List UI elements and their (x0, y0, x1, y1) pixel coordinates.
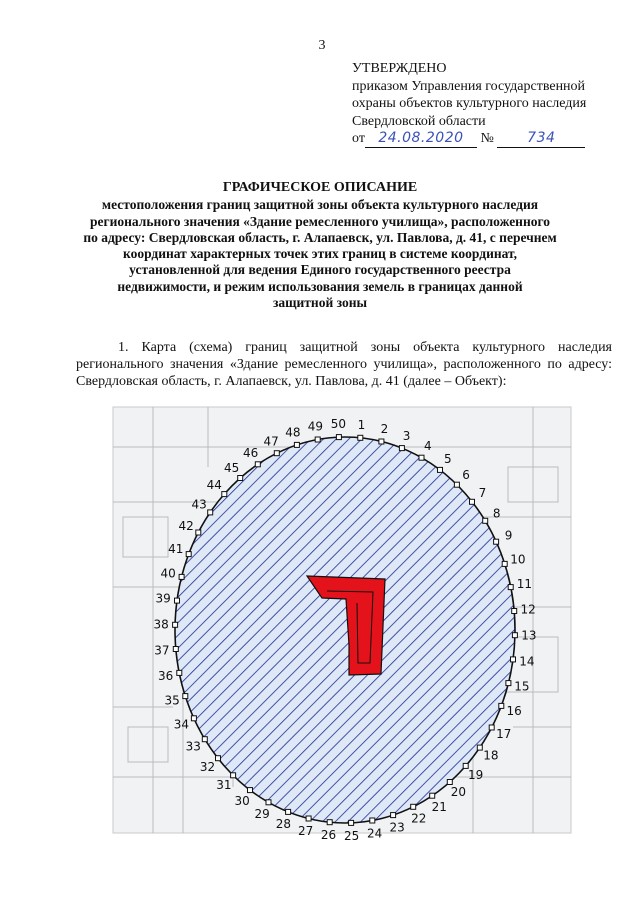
boundary-point-label: 19 (468, 768, 484, 782)
boundary-point-marker (266, 800, 271, 805)
boundary-point-marker (179, 574, 184, 579)
handwritten-date: 24.08.2020 (378, 130, 464, 146)
boundary-point-label: 41 (168, 542, 184, 556)
boundary-point-marker (470, 499, 475, 504)
boundary-point-marker (358, 435, 363, 440)
boundary-point-marker (173, 622, 178, 627)
boundary-point-marker (183, 694, 188, 699)
boundary-point-marker (196, 530, 201, 535)
boundary-point-label: 5 (443, 452, 452, 467)
number-prefix: № (480, 131, 494, 146)
order-date-number (352, 130, 622, 148)
approval-line: Свердловской области (352, 113, 486, 129)
boundary-point-label: 26 (320, 828, 337, 843)
paragraph-1 (76, 339, 612, 390)
boundary-point-marker (202, 737, 207, 742)
boundary-point-marker (447, 780, 452, 785)
boundary-point-label: 39 (155, 591, 171, 606)
boundary-point-label: 4 (423, 439, 432, 454)
heading-line: установленной для ведения Единого государственного реестра (129, 262, 511, 278)
heading-line: недвижимости, и режим использования земель в границах данной (117, 278, 523, 294)
boundary-point-label: 46 (243, 446, 259, 461)
boundary-point-label: 32 (199, 759, 216, 774)
boundary-point-label: 28 (275, 817, 292, 832)
boundary-point-label: 36 (157, 668, 174, 683)
boundary-point-label: 3 (402, 428, 411, 443)
boundary-point-label: 17 (496, 727, 512, 742)
boundary-point-label: 12 (520, 602, 536, 617)
boundary-point-marker (175, 598, 180, 603)
boundary-point-marker (370, 818, 375, 823)
boundary-point-marker (379, 439, 384, 444)
boundary-point-marker (438, 467, 443, 472)
boundary-point-label: 14 (519, 654, 535, 669)
boundary-point-marker (255, 462, 260, 467)
boundary-point-marker (186, 552, 191, 557)
boundary-point-marker (306, 816, 311, 821)
zone-map (113, 407, 571, 843)
boundary-point-marker (502, 561, 507, 566)
boundary-point-label: 9 (504, 528, 513, 543)
heading-line: местоположения границ защитной зоны объекта культурного наследия (101, 197, 539, 213)
boundary-point-label: 24 (366, 826, 383, 841)
heading-line: регионального значения «Здание ремесленного училища», расположенного (89, 213, 551, 229)
boundary-point-label: 25 (343, 828, 360, 843)
boundary-point-marker (208, 510, 213, 515)
boundary-point-label: 21 (431, 799, 447, 814)
boundary-point-marker (286, 809, 291, 814)
boundary-point-marker (454, 482, 459, 487)
handwritten-number: 734 (527, 130, 556, 146)
boundary-point-label: 37 (154, 643, 170, 658)
boundary-point-marker (238, 476, 243, 481)
boundary-point-label: 29 (254, 806, 270, 821)
document-heading (80, 180, 560, 311)
boundary-point-marker (222, 492, 227, 497)
boundary-point-label: 15 (514, 679, 530, 694)
boundary-point-label: 49 (307, 419, 324, 434)
approval-line: приказом Управления государственной (352, 78, 586, 94)
boundary-point-label: 43 (191, 497, 207, 512)
boundary-point-marker (512, 609, 517, 614)
boundary-point-marker (294, 442, 299, 447)
boundary-point-label: 31 (216, 778, 232, 793)
boundary-point-marker (399, 446, 404, 451)
boundary-point-marker (483, 518, 488, 523)
approval-block (352, 60, 622, 148)
boundary-point-label: 11 (516, 577, 533, 592)
boundary-point-label: 6 (462, 467, 470, 482)
boundary-point-marker (177, 670, 182, 675)
boundary-point-label: 8 (492, 506, 501, 521)
boundary-point-marker (391, 813, 396, 818)
boundary-point-marker (411, 804, 416, 809)
boundary-point-marker (512, 633, 517, 638)
boundary-point-marker (327, 820, 332, 825)
boundary-point-label: 50 (330, 417, 347, 432)
boundary-point-label: 10 (510, 552, 526, 567)
boundary-point-label: 35 (164, 693, 180, 708)
heading-line: по адресу: Свердловская область, г. Алапаевск, ул. Павлова, д. 41, с перечнем (83, 229, 557, 245)
boundary-point-marker (216, 756, 221, 761)
boundary-point-marker (173, 647, 178, 652)
boundary-point-label: 23 (389, 820, 405, 835)
paragraph-1-text: 1. Карта (схема) границ защитной зоны объекта культурного наследия регионального значения «Здание ремесленного училища», расположенного по адресу: Свердловская область, г. Алапаевск, ул. Павлова, д. 41 (далее – Объект): (76, 340, 612, 389)
boundary-point-marker (315, 437, 320, 442)
boundary-point-label: 48 (285, 425, 301, 440)
boundary-point-label: 1 (357, 417, 366, 432)
boundary-point-label: 2 (380, 421, 389, 436)
boundary-point-label: 45 (223, 460, 240, 475)
boundary-point-marker (231, 773, 236, 778)
boundary-point-marker (430, 793, 435, 798)
boundary-point-marker (191, 716, 196, 721)
boundary-point-label: 13 (521, 628, 537, 643)
boundary-point-marker (477, 745, 482, 750)
boundary-point-label: 38 (153, 617, 169, 632)
boundary-point-marker (499, 703, 504, 708)
boundary-point-marker (274, 451, 279, 456)
boundary-point-label: 22 (411, 811, 427, 826)
boundary-point-marker (349, 820, 354, 825)
boundary-point-marker (494, 539, 499, 544)
boundary-point-label: 47 (263, 434, 279, 449)
approval-line: охраны объектов культурного наследия (352, 96, 587, 111)
boundary-point-marker (489, 725, 494, 730)
boundary-point-marker (419, 455, 424, 460)
boundary-point-marker (336, 435, 341, 440)
boundary-point-label: 42 (178, 518, 194, 533)
boundary-point-label: 34 (173, 717, 190, 732)
boundary-point-label: 20 (450, 785, 467, 800)
boundary-point-label: 40 (160, 566, 176, 581)
boundary-point-label: 33 (185, 739, 201, 754)
boundary-point-marker (511, 657, 516, 662)
document-title: ГРАФИЧЕСКОЕ ОПИСАНИЕ (222, 180, 418, 195)
heading-line: координат характерных точек этих границ в системе координат, (122, 246, 518, 262)
boundary-point-label: 44 (206, 478, 222, 492)
boundary-point-label: 18 (483, 748, 499, 763)
boundary-point-marker (508, 585, 513, 590)
boundary-point-label: 30 (234, 793, 250, 808)
boundary-point-label: 7 (478, 486, 487, 501)
from-prefix: от (352, 131, 365, 146)
boundary-point-marker (506, 681, 511, 686)
heading-line: защитной зоны (272, 295, 368, 311)
boundary-point-marker (248, 788, 253, 793)
boundary-point-label: 16 (506, 704, 522, 718)
boundary-point-label: 27 (297, 824, 314, 839)
approval-title: УТВЕРЖДЕНО (352, 61, 447, 76)
page-number: 3 (318, 38, 326, 53)
